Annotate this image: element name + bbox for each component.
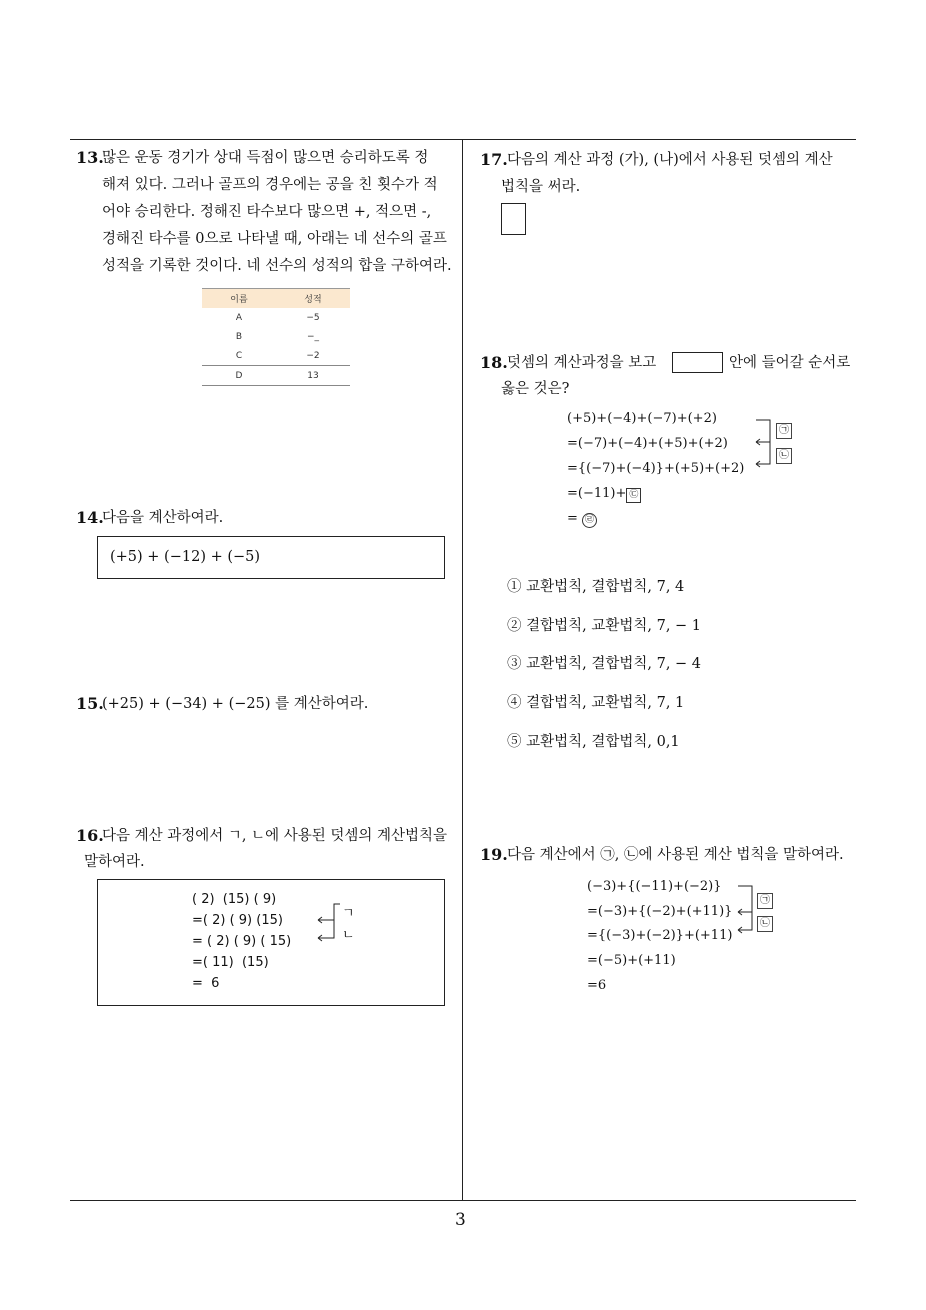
- q15-number: 15.: [76, 694, 104, 713]
- q18-answer-blank: [672, 352, 723, 373]
- q16-line-2: 말하여라.: [84, 854, 145, 870]
- q19-calc-line-5: =6: [587, 978, 607, 993]
- q18-blank-c: ㉢: [626, 488, 641, 503]
- q18-calc-line-5-text: =: [567, 511, 578, 526]
- q19-bracket-arrows: [736, 884, 758, 936]
- q18-number: 18.: [480, 353, 508, 372]
- q18-label-a: ㉠: [776, 423, 792, 439]
- q14-expression: (+5) + (−12) + (−5): [110, 549, 261, 565]
- q19-calc-line-1: (−3)+{(−11)+(−2)}: [587, 879, 722, 894]
- q18-bracket-arrows: [754, 418, 776, 470]
- table-row: C −2: [235, 350, 320, 361]
- q19-calc-line-4: =(−5)+(+11): [587, 953, 676, 968]
- table-row: B −_: [235, 331, 320, 342]
- bottom-rule: [70, 1200, 856, 1201]
- q18-option-2[interactable]: ② 결합법칙, 교환법칙, 7, − 1: [507, 618, 702, 634]
- q17-line-2: 법칙을 써라.: [501, 179, 581, 195]
- table-header-name: 이름: [202, 289, 276, 309]
- q19-label-a: ㉠: [757, 893, 773, 909]
- q18-label-b: ㉡: [776, 448, 792, 464]
- q19-calc-line-2: =(−3)+{(−2)+(+11)}: [587, 904, 733, 919]
- q18-blank-d: ㉣: [582, 513, 597, 528]
- q18-option-5[interactable]: ⑤ 교환법칙, 결합법칙, 0,1: [507, 734, 680, 750]
- q13-number: 13.: [76, 148, 104, 167]
- q19-calc-line-3: ={(−3)+(−2)}+(+11): [587, 928, 733, 943]
- q18-line-1b: 안에 들어갈 순서로: [729, 355, 851, 371]
- q17-number: 17.: [480, 150, 508, 169]
- q18-calc-line-2: =(−7)+(−4)+(+5)+(+2): [567, 436, 728, 451]
- q18-calc-line-1: (+5)+(−4)+(−7)+(+2): [567, 411, 717, 426]
- q13-line-4: 경해진 타수를 0으로 나타낼 때, 아래는 네 선수의 골프: [102, 231, 447, 247]
- q18-option-1[interactable]: ① 교환법칙, 결합법칙, 7, 4: [507, 579, 685, 595]
- q18-line-1a: 덧셈의 계산과정을 보고: [507, 355, 657, 371]
- q13-line-2: 해져 있다. 그러나 골프의 경우에는 공을 친 횟수가 적: [102, 177, 438, 193]
- q18-calc-line-4-text: =(−11)+: [567, 486, 627, 501]
- q16-label-n: ㄴ: [342, 928, 355, 943]
- q16-calc-line-1: ( 2) (15) ( 9): [192, 892, 277, 907]
- table-row: A −5: [235, 312, 320, 323]
- q16-label-g: ㄱ: [342, 906, 355, 921]
- q17-empty-figure: [501, 203, 526, 235]
- q13-line-1: 많은 운동 경기가 상대 득점이 많으면 승리하도록 정: [102, 150, 429, 166]
- q16-calc-line-5: = 6: [192, 976, 220, 991]
- q13-line-3: 어야 승리한다. 정해진 타수보다 많으면 +, 적으면 -,: [102, 204, 432, 220]
- page-number: 3: [455, 1210, 466, 1230]
- q19-label-b: ㉡: [757, 916, 773, 932]
- q16-calc-line-2: =( 2) ( 9) (15): [192, 913, 283, 928]
- q13-line-5: 성적을 기록한 것이다. 네 선수의 성적의 합을 구하여라.: [102, 258, 452, 274]
- q18-calc-line-4: [567, 486, 641, 503]
- q16-calc-line-4: =( 11) (15): [192, 955, 269, 970]
- q19-text: 다음 계산에서 ㉠, ㉡에 사용된 계산 법칙을 말하여라.: [507, 847, 844, 863]
- top-rule: [70, 139, 856, 140]
- q15-text: (+25) + (−34) + (−25) 를 계산하여라.: [102, 696, 369, 712]
- table-header-score: 성적: [276, 289, 350, 309]
- q14-text: 다음을 계산하여라.: [102, 510, 224, 526]
- q16-calc-line-3: = ( 2) ( 9) ( 15): [192, 934, 292, 949]
- table-row: D 13: [202, 366, 350, 386]
- q17-line-1: 다음의 계산 과정 (가), (나)에서 사용된 덧셈의 계산: [507, 152, 833, 168]
- q16-calculation-box: [97, 879, 445, 1006]
- q14-expression-box: [97, 536, 445, 579]
- q18-option-3[interactable]: ③ 교환법칙, 결합법칙, 7, − 4: [507, 656, 702, 672]
- q18-calc-line-5: [567, 511, 597, 528]
- golf-score-table: [202, 288, 350, 386]
- q18-calc-line-3: ={(−7)+(−4)}+(+5)+(+2): [567, 461, 745, 476]
- column-divider: [462, 139, 463, 1200]
- q16-number: 16.: [76, 826, 104, 845]
- q18-option-4[interactable]: ④ 결합법칙, 교환법칙, 7, 1: [507, 695, 685, 711]
- q18-line-2: 옳은 것은?: [501, 381, 570, 397]
- q14-number: 14.: [76, 508, 104, 527]
- q16-line-1: 다음 계산 과정에서 ㄱ, ㄴ에 사용된 덧셈의 계산법칙을: [102, 828, 448, 844]
- q19-number: 19.: [480, 845, 508, 864]
